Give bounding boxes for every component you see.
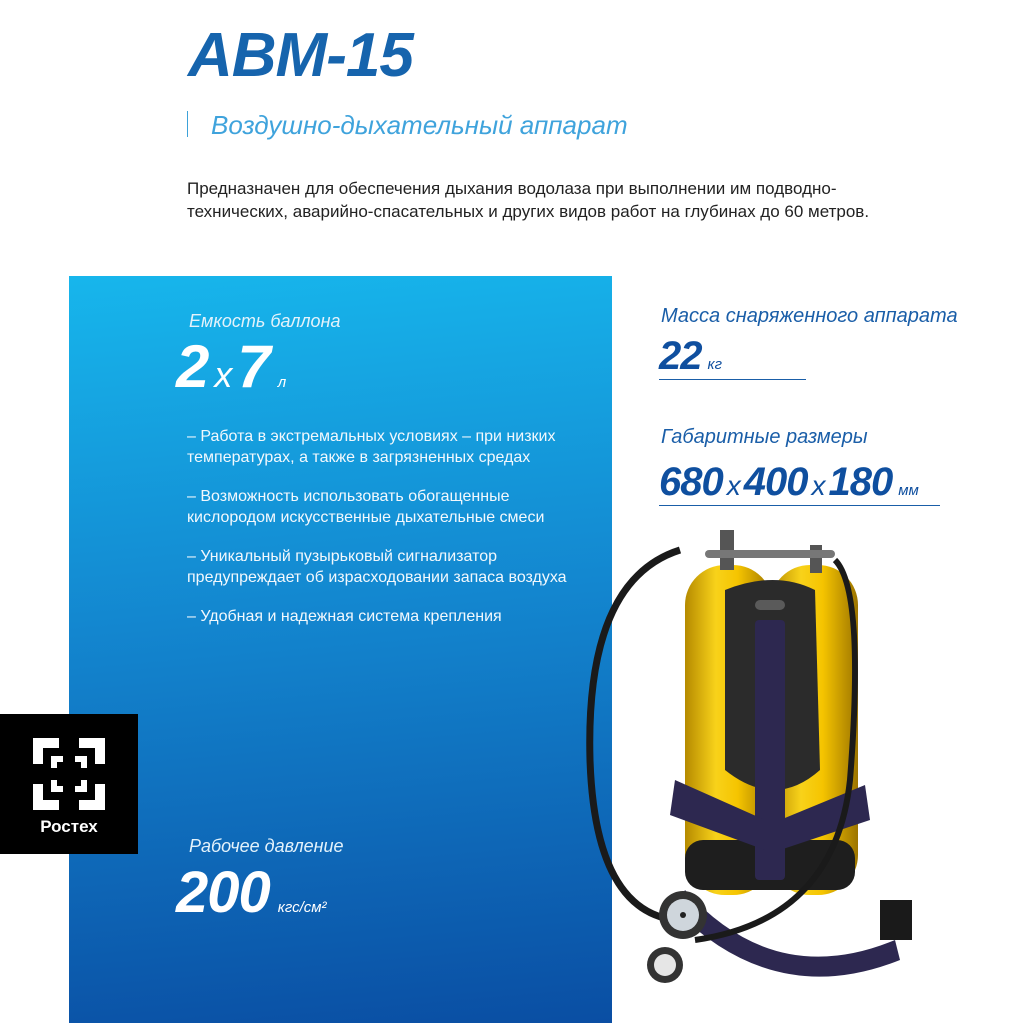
intro-text: Предназначен для обеспечения дыхания водолаза при выполнении им подводно-технических, аварийно-спасательных и других видов работ на глубинах до 60 метров. [187,179,870,221]
list-item: – Возможность использовать обогащенные кислородом искусственные дыхательные смеси [187,488,545,526]
dimensions-value [659,462,919,502]
spec-panel [69,276,612,1023]
mass-number: 22 [659,334,702,378]
dim-sep-2: х [811,470,825,501]
pressure-value [176,860,327,925]
rostec-logo [0,714,138,854]
list-item: – Работа в экстремальных условиях – при низких температурах, а также в загрязненных средах [187,428,556,466]
mass-unit: кг [707,356,722,373]
dim-length: 680 [659,460,723,504]
feature-list [187,426,587,645]
subtitle-divider [187,111,188,137]
hose-icon [590,550,680,920]
dim-width: 400 [743,460,808,504]
pressure-number: 200 [176,860,270,925]
mass-value [659,336,722,376]
breathing-apparatus-image [565,520,925,1020]
capacity-label: Емкость баллона [189,311,341,331]
dimensions-underline [659,505,940,506]
rostec-logo-text: Ростех [40,817,98,836]
capacity-unit: л [277,374,287,391]
dimensions-label: Габаритные размеры [661,426,868,448]
page-title: АВМ-15 [188,21,413,90]
capacity-count: 2 [176,333,209,400]
list-item: – Удобная и надежная система крепления [187,608,502,625]
pressure-label: Рабочее давление [189,836,344,856]
capacity-volume: 7 [237,333,270,400]
capacity-sep: х [214,354,232,395]
page-subtitle: Воздушно-дыхательный аппарат [211,110,628,140]
capacity-value [176,333,287,400]
dim-unit: мм [898,482,919,499]
dim-sep-1: х [726,470,740,501]
mass-label: Масса снаряженного аппарата [661,305,958,327]
mass-underline [659,379,806,380]
list-item: – Уникальный пузырьковый сигнализатор предупреждает об израсходовании запаса воздуха [187,548,567,586]
pressure-unit: кгс/см² [277,899,327,916]
rostec-logo-icon [33,738,105,810]
dim-height: 180 [828,460,893,504]
